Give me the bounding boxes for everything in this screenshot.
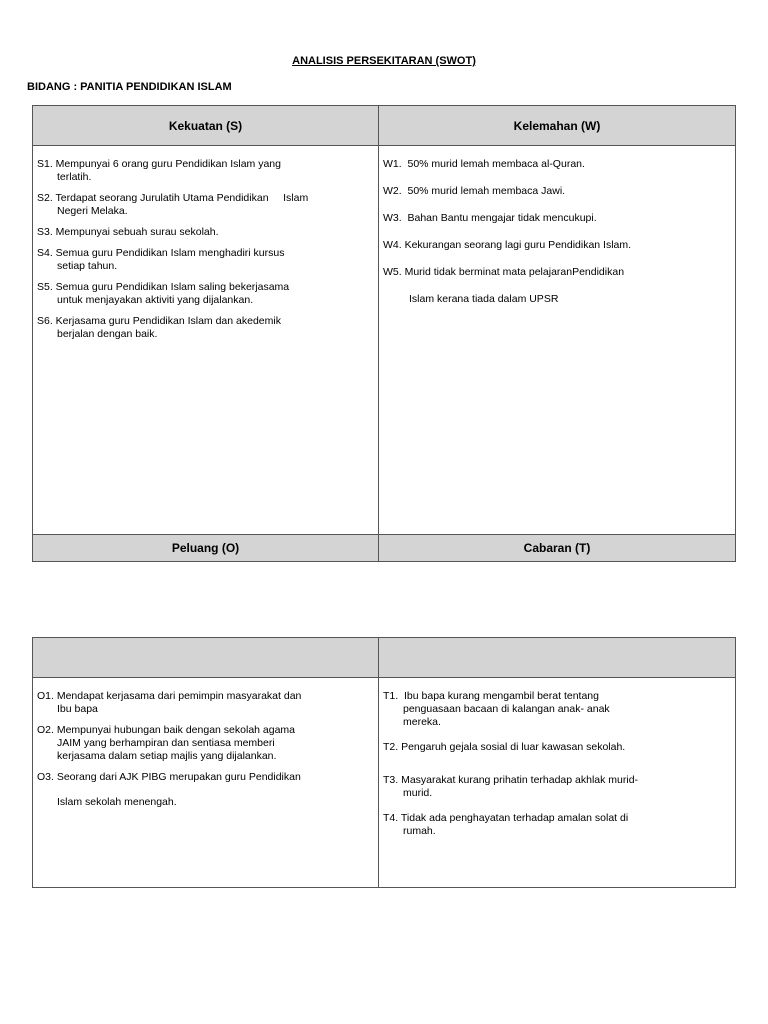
strength-item: S1. Mempunyai 6 orang guru Pendidikan Islam yang terlatih. [37,158,281,183]
opportunity-item: O1. Mendapat kerjasama dari pemimpin masyarakat dan Ibu bapa [37,690,302,715]
strengths-cell [33,146,379,535]
bidang-label: BIDANG : PANITIA PENDIDIKAN ISLAM [27,81,232,93]
opportunity-item: O2. Mempunyai hubungan baik dengan sekolah agama JAIM yang berhampiran dan sentiasa memberi kerjasama dalam setiap majlis yang dijalankan. [37,724,296,762]
threats-header: Cabaran (T) [379,535,736,562]
strength-item: S5. Semua guru Pendidikan Islam saling bekerjasama untuk menjayakan aktiviti yang dijalankan. [37,281,290,306]
swot-table-bottom [32,637,736,888]
opportunities-cell [33,678,379,888]
weaknesses-header: Kelemahan (W) [379,106,736,146]
weaknesses-cell [379,146,736,535]
strengths-header: Kekuatan (S) [33,106,379,146]
weakness-item: W1. 50% murid lemah membaca al-Quran. [383,158,585,170]
weakness-item: W2. 50% murid lemah membaca Jawi. [383,185,566,197]
empty-header-left [33,638,379,678]
strength-item: S2. Terdapat seorang Jurulatih Utama Pendidikan Islam Negeri Melaka. [37,192,309,217]
strength-item: S6. Kerjasama guru Pendidikan Islam dan akedemik berjalan dengan baik. [37,315,281,340]
empty-header-right [379,638,736,678]
opportunities-header: Peluang (O) [33,535,379,562]
strength-item: S4. Semua guru Pendidikan Islam menghadiri kursus setiap tahun. [37,247,285,272]
threat-item: T3. Masyarakat kurang prihatin terhadap akhlak murid- murid. [383,774,639,799]
threats-cell [379,678,736,888]
swot-table-top [32,105,736,562]
document-title: ANALISIS PERSEKITARAN (SWOT) [292,55,476,67]
strength-item: S3. Mempunyai sebuah surau sekolah. [37,226,219,238]
weakness-item: W5. Murid tidak berminat mata pelajaranPendidikan [383,266,625,278]
threat-item: T2. Pengaruh gejala sosial di luar kawasan sekolah. [383,741,626,753]
weakness-item: W4. Kekurangan seorang lagi guru Pendidikan Islam. [383,239,632,251]
weakness-item: W3. Bahan Bantu mengajar tidak mencukupi. [383,212,597,224]
opportunity-item-continuation: Islam sekolah menengah. [57,796,177,808]
threat-item: T1. Ibu bapa kurang mengambil berat tentang penguasaan bacaan di kalangan anak- anak mereka. [383,690,610,728]
opportunity-item: O3. Seorang dari AJK PIBG merupakan guru Pendidikan [37,771,301,783]
weakness-item-continuation: Islam kerana tiada dalam UPSR [409,293,559,305]
threat-item: T4. Tidak ada penghayatan terhadap amalan solat di rumah. [383,812,629,837]
